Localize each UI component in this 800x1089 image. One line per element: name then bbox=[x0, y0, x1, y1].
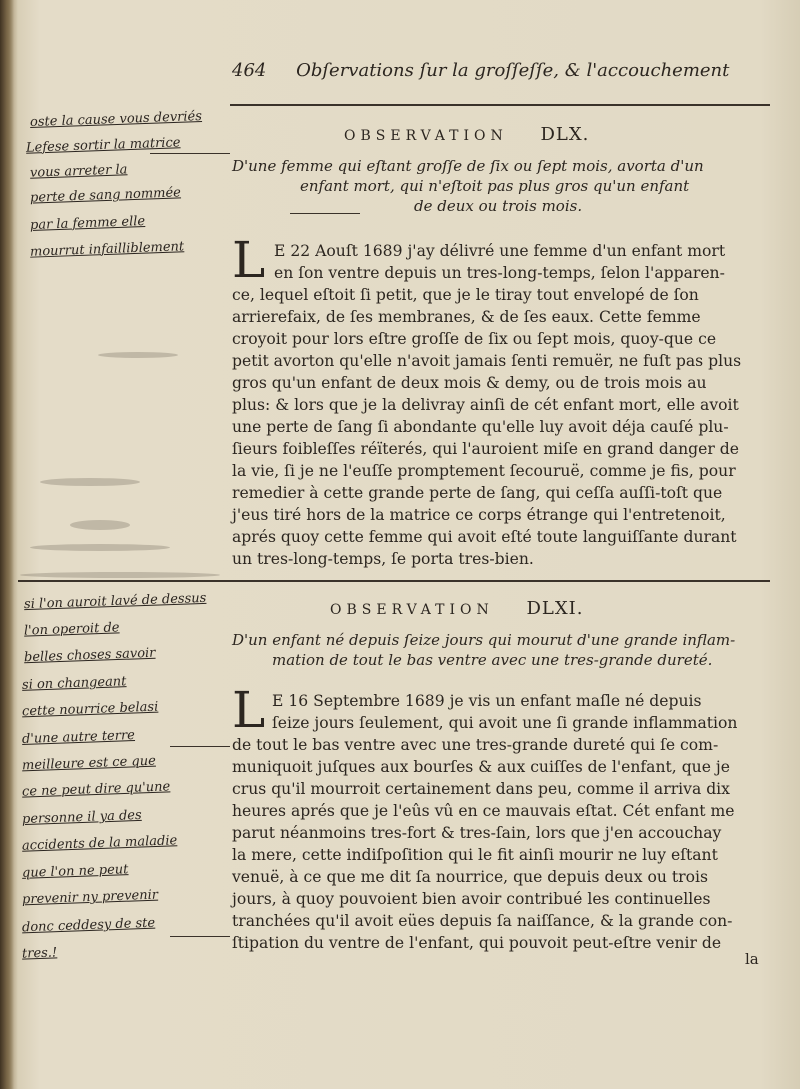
handwritten-note: ce ne peut dire qu'une bbox=[21, 779, 171, 800]
body-line: ſeize jours ſeulement, qui avoit une ſi grande inflammation bbox=[272, 714, 738, 732]
body-line: jours, à quoy pouvoient bien avoir contribué les continuelles bbox=[232, 890, 711, 908]
observation-subtitle bbox=[232, 630, 772, 670]
body-line: muniquoit juſques aux bourſes & aux cuiſſes de l'enfant, que je bbox=[232, 758, 730, 776]
running-header bbox=[232, 60, 729, 81]
handwritten-note: meilleure est ce que bbox=[21, 753, 157, 774]
drop-cap: L bbox=[232, 231, 266, 289]
observation-subtitle bbox=[232, 156, 772, 216]
observation-title bbox=[330, 598, 583, 619]
handwritten-note: tres.! bbox=[21, 945, 58, 962]
handwritten-note: belles choses savoir bbox=[23, 645, 156, 666]
ink-smudge bbox=[98, 352, 178, 358]
handwritten-note: vous arreter la bbox=[29, 162, 128, 181]
handwritten-note: Lefese sortir la matrice bbox=[25, 135, 181, 156]
body-line: heures aprés que je l'eûs vû en ce mauvais eſtat. Cét enfant me bbox=[232, 802, 735, 820]
body-line: petit avorton qu'elle n'avoit jamais ſenti remuër, ne fuſt pas plus bbox=[232, 352, 742, 370]
subtitle-line: de deux ou trois mois. bbox=[414, 197, 583, 215]
observation-label: OBSERVATION bbox=[330, 602, 494, 618]
body-line: la vie, ſi je ne l'euſſe promptement ſecouruë, comme je fis, pour bbox=[232, 462, 736, 480]
body-line: de tout le bas ventre avec une tres-grande dureté qui ſe com- bbox=[232, 736, 719, 754]
page-number: 464 bbox=[232, 60, 267, 81]
handwritten-note: si l'on auroit lavé de dessus bbox=[23, 590, 207, 613]
body-line: une perte de ſang ſi abondante qu'elle luy avoit déja cauſé plu- bbox=[232, 418, 729, 436]
handwritten-note: personne il ya des bbox=[21, 807, 142, 828]
body-line: remedier à cette grande perte de ſang, qui ceſſa auſſi-toſt que bbox=[232, 484, 723, 502]
subtitle-line: mation de tout le bas ventre avec une tres-grande dureté. bbox=[272, 651, 713, 669]
observation-body bbox=[232, 681, 764, 954]
section-rule bbox=[18, 580, 770, 582]
ink-smudge bbox=[70, 520, 130, 530]
body-line: ſtipation du ventre de l'enfant, qui pouvoit peut-eſtre venir de bbox=[232, 934, 722, 952]
ink-smudge bbox=[20, 572, 220, 578]
body-line: E 16 Septembre 1689 je vis un enfant maſle né depuis bbox=[272, 692, 702, 710]
body-line: tranchées qu'il avoit eües depuis ſa naiſſance, & la grande con- bbox=[232, 912, 733, 930]
catchword: la bbox=[745, 950, 759, 968]
body-line: croyoit pour lors eſtre groſſe de ſix ou ſept mois, quoy-que ce bbox=[232, 330, 717, 348]
handwritten-note: si on changeant bbox=[21, 674, 127, 693]
observation-title bbox=[344, 124, 589, 145]
note-connector bbox=[150, 153, 230, 154]
handwritten-note: que l'on ne peut bbox=[21, 862, 129, 881]
handwritten-note: perte de sang nommée bbox=[29, 185, 182, 206]
handwritten-note: oste la cause vous devriés bbox=[29, 109, 203, 130]
observation-number: DLX. bbox=[540, 124, 590, 145]
body-line: j'eus tiré hors de la matrice ce corps étrange qui l'entretenoit, bbox=[232, 506, 726, 524]
header-rule bbox=[230, 104, 770, 106]
handwritten-note: l'on operoit de bbox=[23, 620, 120, 639]
body-line: aprés quoy cette femme qui avoit eſté toute languiſſante durant bbox=[232, 528, 737, 546]
note-connector bbox=[170, 936, 230, 937]
handwritten-note: prevenir ny prevenir bbox=[21, 887, 159, 908]
note-connector bbox=[290, 213, 360, 214]
subtitle-line: enfant mort, qui n'eſtoit pas plus gros qu'un enfant bbox=[300, 177, 690, 195]
running-title: Obſervations ſur la groſſeſſe, & l'accouchement bbox=[296, 60, 730, 81]
observation-number: DLXI. bbox=[526, 598, 584, 619]
body-line: la mere, cette indiſpoſition qui le fit ainſi mourir ne luy eſtant bbox=[232, 846, 718, 864]
handwritten-note: d'une autre terre bbox=[21, 728, 136, 747]
body-line: en ſon ventre depuis un tres-long-temps, ſelon l'apparen- bbox=[274, 264, 725, 282]
body-line: un tres-long-temps, ſe porta tres-bien. bbox=[232, 550, 534, 568]
note-connector bbox=[170, 746, 230, 747]
observation-label: OBSERVATION bbox=[344, 128, 508, 144]
body-line: venuë, à ce que me dit ſa nourrice, que depuis deux ou trois bbox=[232, 868, 708, 886]
body-line: plus: & lors que je la delivray ainſi de cét enfant mort, elle avoit bbox=[232, 396, 739, 414]
book-binding bbox=[0, 0, 14, 1089]
drop-cap: L bbox=[232, 681, 266, 739]
handwritten-note: accidents de la maladie bbox=[21, 833, 178, 854]
handwritten-note: mourrut infailliblement bbox=[29, 239, 185, 260]
body-line: ce, lequel eſtoit ſi petit, que je le tiray tout envelopé de ſon bbox=[232, 286, 699, 304]
subtitle-line: D'une femme qui eſtant groſſe de ſix ou ſept mois, avorta d'un bbox=[232, 157, 704, 175]
body-line: gros qu'un enfant de deux mois & demy, ou de trois mois au bbox=[232, 374, 707, 392]
handwritten-note: cette nourrice belasi bbox=[21, 699, 159, 720]
observation-body bbox=[232, 231, 764, 570]
handwritten-note: par la femme elle bbox=[29, 213, 146, 234]
body-line: parut néanmoins tres-fort & tres-ſain, lors que j'en accouchay bbox=[232, 824, 722, 842]
subtitle-line: D'un enfant né depuis ſeize jours qui mourut d'une grande inflam- bbox=[232, 631, 736, 649]
body-line: E 22 Aouſt 1689 j'ay délivré une femme d'un enfant mort bbox=[274, 242, 726, 260]
body-line: arrierefaix, de ſes membranes, & de ſes eaux. Cette femme bbox=[232, 308, 701, 326]
ink-smudge bbox=[30, 544, 170, 551]
body-line: crus qu'il mourroit certainement dans peu, comme il arriva dix bbox=[232, 780, 730, 798]
body-line: ſieurs foibleſſes réïterés, qui l'auroient miſe en grand danger de bbox=[232, 440, 740, 458]
ink-smudge bbox=[40, 478, 140, 486]
handwritten-note: donc ceddesy de ste bbox=[21, 915, 156, 936]
